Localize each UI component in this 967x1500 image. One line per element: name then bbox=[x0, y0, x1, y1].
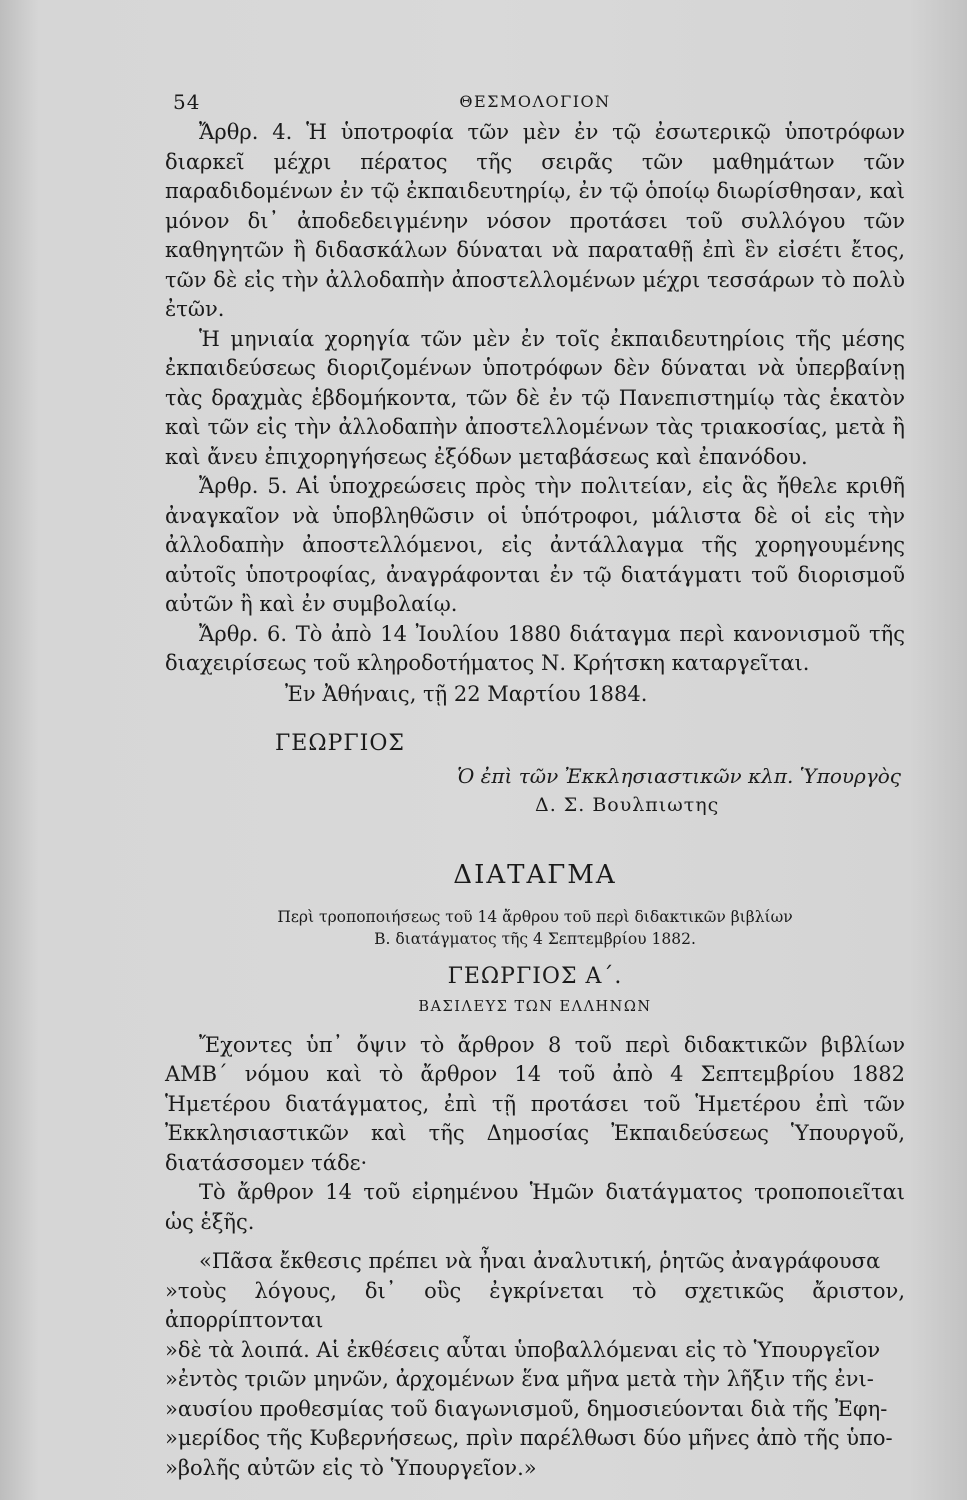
minister-role: Ὁ ἐπὶ τῶν Ἐκκλησιαστικῶν κλπ. Ὑπουργὸς bbox=[457, 763, 901, 788]
page-number: 54 bbox=[173, 90, 201, 114]
minister-name: Δ. Σ. Βουλπιωτης bbox=[535, 793, 720, 816]
article-5: Ἄρθρ. 5. Αἱ ὑποχρεώσεις πρὸς τὴν πολιτείαν, εἰς ἃς ἤθελε κριθῆ ἀναγκαῖον νὰ ὑποβληθῶσιν οἱ ὑπότροφοι, μάλιστα δὲ οἱ εἰς τὴν ἀλλοδαπὴν ἀποστελλόμενοι, εἰς ἀντάλλαγμα τῆς χορηγουμένης αὐτοῖς ὑποτροφίας, ἀναγράφονται ἐν τῷ διατάγματι τοῦ διορισμοῦ αὐτῶν ἢ καὶ ἐν συμβολαίῳ. bbox=[165, 474, 905, 616]
article-4-paragraph-1: Ἄρθρ. 4. Ἡ ὑποτροφία τῶν μὲν ἐν τῷ ἐσωτερικῷ ὑποτρόφων διαρκεῖ μέχρι πέρατος τῆς σειρᾶς τῶν μαθημάτων τῶν παραδιδομένων ἐν τῷ ἐκπαιδευτηρίῳ, ἐν τῷ ὁποίῳ διωρίσθησαν, καὶ μόνον δι᾽ ἀποδεδειγμένην νόσον προτάσει τοῦ συλλόγου τῶν καθηγητῶν ἢ διδασκάλων δύναται νὰ παραταθῇ ἐπὶ ἓν εἰσέτι ἔτος, τῶν δὲ εἰς τὴν ἀλλοδαπὴν ἀποστελλομένων μέχρι τεσσάρων τὸ πολὺ ἐτῶν. bbox=[165, 120, 905, 321]
amendment-intro: Τὸ ἄρθρον 14 τοῦ εἰρημένου Ἡμῶν διατάγματος τροποποιεῖται ὡς ἑξῆς. bbox=[165, 1180, 905, 1234]
king-title: ΒΑΣΙΛΕΥΣ ΤΩΝ ΕΛΛΗΝΩΝ bbox=[418, 998, 652, 1015]
king-heading: ΓΕΩΡΓΙΟΣ Α΄. bbox=[447, 963, 623, 989]
quote-line: »ἐντὸς τριῶν μηνῶν, ἀρχομένων ἕνα μῆνα μετὰ τὴν λῆξιν τῆς ἐνι- bbox=[165, 1367, 874, 1391]
decree-subtitle bbox=[165, 906, 905, 950]
decree-subtitle-line-2: Β. διατάγματος τῆς 4 Σεπτεμβρίου 1882. bbox=[374, 929, 696, 948]
amendment-quote bbox=[165, 1247, 905, 1483]
decree-heading: ΔΙΑΤΑΓΜΑ bbox=[453, 859, 617, 890]
decree-subtitle-line-1: Περὶ τροποποιήσεως τοῦ 14 ἄρθρου τοῦ περὶ διδακτικῶν βιβλίων bbox=[277, 907, 793, 926]
quote-line: »βολῆς αὐτῶν εἰς τὸ Ὑπουργεῖον.» bbox=[165, 1455, 537, 1480]
quote-line: «Πᾶσα ἔκθεσις πρέπει νὰ ἦναι ἀναλυτική, ῥητῶς ἀναγράφουσα bbox=[199, 1249, 881, 1273]
king-signature: ΓΕΩΡΓΙΟΣ bbox=[275, 730, 405, 756]
article-6: Ἄρθρ. 6. Τὸ ἀπὸ 14 Ἰουλίου 1880 διάταγμα περὶ κανονισμοῦ τῆς διαχειρίσεως τοῦ κληροδοτήματος Ν. Κρήτσκη καταργεῖται. bbox=[165, 621, 905, 675]
article-4-paragraph-2: Ἡ μηνιαία χορηγία τῶν μὲν ἐν τοῖς ἐκπαιδευτηρίοις τῆς μέσης ἐκπαιδεύσεως διοριζομένων ὑποτρόφων δὲν δύναται νὰ ὑπερβαίνῃ τὰς δραχμὰς ἑβδομήκοντα, τῶν δὲ ἐν τῷ Πανεπιστημίῳ τὰς ἑκατὸν καὶ τῶν εἰς τὴν ἀλλοδαπὴν ἀποστελλομένων τὰς τριακοσίας, μετὰ ἢ καὶ ἄνευ ἐπιχορηγήσεως ἐξόδων μεταβάσεως καὶ ἐπανόδου. bbox=[165, 326, 905, 469]
running-title: ΘΕΣΜΟΛΟΓΙΟΝ bbox=[459, 92, 611, 111]
quote-line: »τοὺς λόγους, δι᾽ οὓς ἐγκρίνεται τὸ σχετικῶς ἄριστον, ἀπορρίπτονται bbox=[165, 1278, 905, 1332]
running-head bbox=[165, 90, 905, 118]
date-line: Ἐν Ἀθήναις, τῇ 22 Μαρτίου 1884. bbox=[285, 681, 648, 706]
decree-preamble: Ἔχοντες ὑπ᾽ ὄψιν τὸ ἄρθρον 8 τοῦ περὶ διδακτικῶν βιβλίων ΑΜΒ΄ νόμου καὶ τὸ ἄρθρον 14 τοῦ ἀπὸ 4 Σεπτεμβρίου 1882 Ἡμετέρου διατάγματος, ἐπὶ τῇ προτάσει τοῦ Ἡμετέρου ἐπὶ τῶν Ἐκκλησιαστικῶν καὶ τῆς Δημοσίας Ἐκπαιδεύσεως Ὑπουργοῦ, διατάσσομεν τάδε· bbox=[165, 1032, 905, 1175]
quote-line: »αυσίου προθεσμίας τοῦ διαγωνισμοῦ, δημοσιεύονται διὰ τῆς Ἐφη- bbox=[165, 1396, 888, 1421]
quote-line: »μερίδος τῆς Κυβερνήσεως, πρὶν παρέλθωσι δύο μῆνες ἀπὸ τῆς ὑπο- bbox=[165, 1426, 893, 1450]
page-content bbox=[165, 90, 905, 1483]
quote-line: »δὲ τὰ λοιπά. Αἱ ἐκθέσεις αὗται ὑποβαλλόμεναι εἰς τὸ Ὑπουργεῖον bbox=[165, 1337, 881, 1362]
